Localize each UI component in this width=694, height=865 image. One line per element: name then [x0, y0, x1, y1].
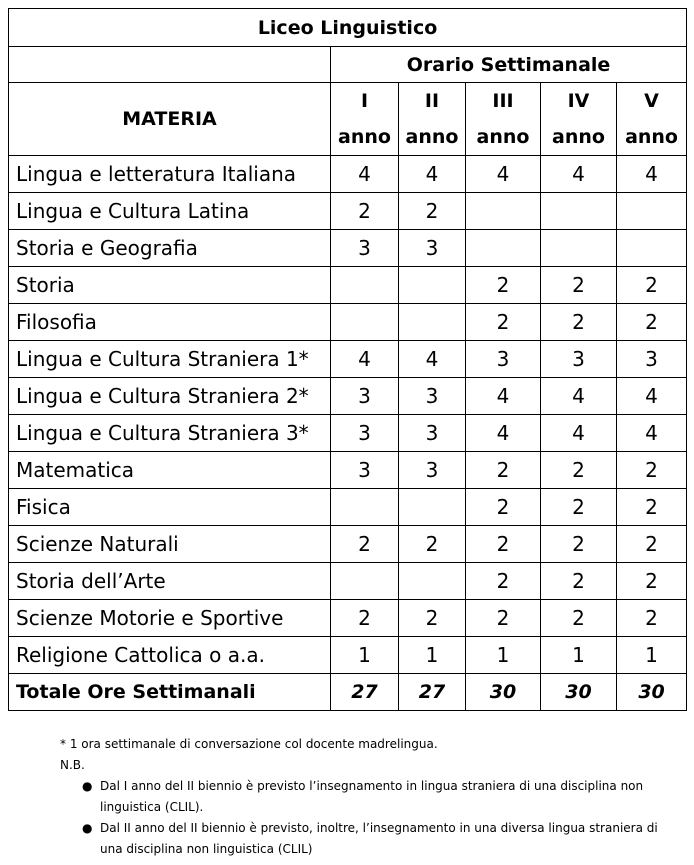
- hours-cell: 3: [399, 415, 466, 452]
- hours-cell: [331, 267, 399, 304]
- hours-cell: [617, 230, 687, 267]
- subject-name: Filosofia: [9, 304, 331, 341]
- hours-cell: 2: [466, 452, 541, 489]
- hours-cell: 4: [466, 156, 541, 193]
- hours-cell: 2: [541, 563, 617, 600]
- hours-cell: [331, 489, 399, 526]
- hours-cell: 2: [399, 600, 466, 637]
- notes-section: [60, 734, 660, 860]
- hours-cell: [399, 563, 466, 600]
- hours-cell: 2: [617, 526, 687, 563]
- table-row: [9, 378, 687, 415]
- total-hours-cell: 30: [466, 674, 541, 711]
- subject-name: Lingua e Cultura Latina: [9, 193, 331, 230]
- note-item: [82, 776, 660, 818]
- hours-cell: [331, 304, 399, 341]
- year-header: [617, 83, 687, 156]
- subject-name: Matematica: [9, 452, 331, 489]
- hours-cell: 4: [617, 378, 687, 415]
- subject-name: Storia: [9, 267, 331, 304]
- hours-cell: 2: [466, 304, 541, 341]
- table-row: [9, 489, 687, 526]
- hours-cell: 2: [399, 193, 466, 230]
- hours-cell: [399, 489, 466, 526]
- total-hours-cell: 30: [541, 674, 617, 711]
- subject-header: MATERIA: [9, 83, 331, 156]
- hours-cell: 4: [541, 156, 617, 193]
- schedule-header: Orario Settimanale: [331, 47, 687, 83]
- total-hours-cell: 27: [399, 674, 466, 711]
- subject-name: Scienze Motorie e Sportive: [9, 600, 331, 637]
- hours-cell: 2: [399, 526, 466, 563]
- hours-cell: 2: [331, 600, 399, 637]
- year-label: anno: [338, 126, 391, 148]
- year-label: anno: [625, 126, 678, 148]
- subject-name: Religione Cattolica o a.a.: [9, 637, 331, 674]
- year-roman: II: [424, 90, 440, 112]
- hours-cell: [399, 304, 466, 341]
- hours-cell: 2: [541, 452, 617, 489]
- hours-cell: 3: [399, 452, 466, 489]
- hours-cell: 3: [399, 230, 466, 267]
- hours-cell: [331, 563, 399, 600]
- hours-cell: [466, 230, 541, 267]
- hours-cell: 4: [331, 341, 399, 378]
- hours-cell: 3: [331, 415, 399, 452]
- hours-cell: 2: [466, 526, 541, 563]
- table-row: [9, 415, 687, 452]
- hours-cell: 2: [466, 267, 541, 304]
- hours-cell: 2: [617, 489, 687, 526]
- hours-cell: 2: [617, 304, 687, 341]
- note-item: [82, 818, 660, 860]
- year-roman: IV: [567, 90, 590, 112]
- hours-cell: 2: [541, 600, 617, 637]
- notes-list: [60, 776, 660, 860]
- subject-name: Lingua e letteratura Italiana: [9, 156, 331, 193]
- bullet-icon: ●: [82, 779, 93, 793]
- table-row: [9, 526, 687, 563]
- hours-cell: 2: [617, 563, 687, 600]
- hours-cell: 2: [331, 526, 399, 563]
- hours-cell: 2: [617, 452, 687, 489]
- total-row: [9, 674, 687, 711]
- total-hours-cell: 30: [617, 674, 687, 711]
- hours-cell: 3: [331, 452, 399, 489]
- hours-cell: 1: [399, 637, 466, 674]
- hours-cell: 2: [466, 489, 541, 526]
- year-label: anno: [405, 126, 459, 148]
- hours-cell: 2: [617, 267, 687, 304]
- table-title: Liceo Linguistico: [9, 9, 687, 47]
- hours-cell: 1: [617, 637, 687, 674]
- blank-header-cell: [9, 47, 331, 83]
- hours-cell: 3: [466, 341, 541, 378]
- hours-cell: 3: [331, 230, 399, 267]
- year-roman: V: [644, 90, 659, 112]
- year-roman: III: [492, 90, 514, 112]
- hours-cell: 4: [399, 341, 466, 378]
- hours-cell: 2: [541, 489, 617, 526]
- subject-name: Storia e Geografia: [9, 230, 331, 267]
- table-row: [9, 563, 687, 600]
- table-row: [9, 193, 687, 230]
- curriculum-table: [8, 8, 687, 711]
- subject-name: Storia dell’Arte: [9, 563, 331, 600]
- table-row: [9, 156, 687, 193]
- hours-cell: 2: [466, 563, 541, 600]
- year-label: anno: [552, 126, 605, 148]
- nb-label: N.B.: [60, 758, 85, 772]
- hours-cell: [541, 230, 617, 267]
- hours-cell: 4: [331, 156, 399, 193]
- table-row: [9, 230, 687, 267]
- hours-cell: [541, 193, 617, 230]
- hours-cell: 3: [617, 341, 687, 378]
- hours-cell: 4: [541, 378, 617, 415]
- year-roman: I: [360, 90, 369, 112]
- note-text: Dal I anno del II biennio è previsto l’insegnamento in lingua straniera di una disciplina non linguistica (CLIL).: [100, 779, 644, 814]
- subject-name: Fisica: [9, 489, 331, 526]
- hours-cell: 4: [399, 156, 466, 193]
- subject-name: Lingua e Cultura Straniera 1*: [9, 341, 331, 378]
- subject-name: Lingua e Cultura Straniera 2*: [9, 378, 331, 415]
- hours-cell: 4: [617, 415, 687, 452]
- year-header: [399, 83, 466, 156]
- table-row: [9, 267, 687, 304]
- table-row: [9, 637, 687, 674]
- hours-cell: [466, 193, 541, 230]
- hours-cell: [399, 267, 466, 304]
- hours-cell: 1: [331, 637, 399, 674]
- year-label: anno: [476, 126, 530, 148]
- total-hours-cell: 27: [331, 674, 399, 711]
- subject-name: Lingua e Cultura Straniera 3*: [9, 415, 331, 452]
- table-row: [9, 452, 687, 489]
- hours-cell: 2: [331, 193, 399, 230]
- hours-cell: 1: [541, 637, 617, 674]
- hours-cell: 3: [331, 378, 399, 415]
- table-row: [9, 304, 687, 341]
- year-header: [541, 83, 617, 156]
- hours-cell: 2: [541, 526, 617, 563]
- table-row: [9, 341, 687, 378]
- hours-cell: 4: [466, 415, 541, 452]
- hours-cell: 2: [466, 600, 541, 637]
- hours-cell: 4: [541, 415, 617, 452]
- table-row: [9, 600, 687, 637]
- hours-cell: 2: [541, 267, 617, 304]
- year-header: [331, 83, 399, 156]
- footnote: * 1 ora settimanale di conversazione col docente madrelingua.: [60, 737, 438, 751]
- hours-cell: 1: [466, 637, 541, 674]
- hours-cell: [617, 193, 687, 230]
- hours-cell: 3: [541, 341, 617, 378]
- hours-cell: 2: [541, 304, 617, 341]
- year-header: [466, 83, 541, 156]
- hours-cell: 3: [399, 378, 466, 415]
- total-label: Totale Ore Settimanali: [9, 674, 331, 711]
- bullet-icon: ●: [82, 821, 93, 835]
- subject-name: Scienze Naturali: [9, 526, 331, 563]
- hours-cell: 4: [617, 156, 687, 193]
- hours-cell: 2: [617, 600, 687, 637]
- hours-cell: 4: [466, 378, 541, 415]
- note-text: Dal II anno del II biennio è previsto, inoltre, l’insegnamento in una diversa lingua straniera di una disciplina non linguistica (CLIL): [100, 821, 658, 856]
